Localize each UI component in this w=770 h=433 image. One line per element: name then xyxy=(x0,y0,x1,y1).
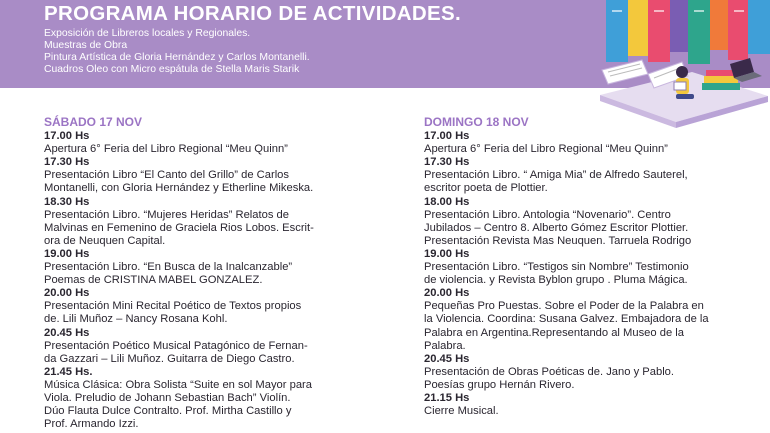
event-text: Apertura 6° Feria del Libro Regional “Meu Quinn” xyxy=(44,143,288,156)
event-time: 21.15 Hs xyxy=(424,391,470,404)
event-text: Presentación de Obras Poéticas de. Jano y Pablo. xyxy=(424,365,675,378)
event-time: 20.00 Hs xyxy=(44,287,90,300)
event-text: Presentación Libro. Antologia “Novenario”. Centro xyxy=(424,208,671,221)
event-text: Viola. Preludio de Johann Sebastian Bach” Violín. xyxy=(44,391,291,404)
event-text: Dúo Flauta Dulce Contralto. Prof. Mirtha Castillo y xyxy=(44,405,292,418)
event-time: 19.00 Hs xyxy=(44,247,90,260)
event-text: Música Clásica: Obra Solista “Suite en sol Mayor para xyxy=(44,378,312,391)
sunday-column xyxy=(424,116,744,418)
event-block xyxy=(44,130,344,156)
event-text: Palabra. xyxy=(424,339,466,352)
event-text: Pequeñas Pro Puestas. Sobre el Poder de la Palabra en xyxy=(424,300,704,313)
books-and-reader-illustration xyxy=(592,0,770,130)
event-block xyxy=(44,248,344,287)
header-line: Muestras de Obra xyxy=(44,40,128,51)
event-text: Poemas de CRISTINA MABEL GONZALEZ. xyxy=(44,274,263,287)
event-text: Presentación Revista Mas Neuquen. Tarruela Rodrigo xyxy=(424,234,692,247)
event-block xyxy=(44,287,344,326)
header-line: Cuadros Oleo con Micro espátula de Stella Maris Starik xyxy=(44,64,300,75)
event-text: Presentación Poético Musical Patagónico de Fernan- xyxy=(44,339,308,352)
event-text: Presentación Libro. “Mujeres Heridas” Relatos de xyxy=(44,208,289,221)
event-block xyxy=(424,196,744,248)
event-text: la Violencia. Coordina: Susana Galvez. Embajadora de la xyxy=(424,313,709,326)
event-block xyxy=(44,196,344,248)
event-text: de. Lili Muñoz – Nancy Rosana Kohl. xyxy=(44,313,228,326)
event-block xyxy=(44,366,344,431)
event-time: 20.00 Hs xyxy=(424,287,470,300)
event-time: 21.45 Hs. xyxy=(44,365,93,378)
event-text: Cierre Musical. xyxy=(424,405,499,418)
saturday-column xyxy=(44,116,344,431)
event-block xyxy=(424,353,744,392)
event-time: 17.30 Hs xyxy=(44,156,90,169)
event-text: Presentación Libro “El Canto del Grillo” de Carlos xyxy=(44,169,289,182)
day-heading: DOMINGO 18 NOV xyxy=(424,115,529,129)
event-block xyxy=(424,130,744,156)
header-line: Pintura Artística de Gloria Hernández y Carlos Montanelli. xyxy=(44,52,310,63)
event-block xyxy=(424,392,744,418)
event-time: 20.45 Hs xyxy=(424,352,470,365)
event-text: Presentación Mini Recital Poético de Textos propios xyxy=(44,300,302,313)
event-time: 18.30 Hs xyxy=(44,195,90,208)
event-block xyxy=(424,287,744,352)
event-time: 17.00 Hs xyxy=(44,130,90,143)
event-text: Montanelli, con Gloria Hernández y Etherline Mikeska. xyxy=(44,182,314,195)
page-title: PROGRAMA HORARIO DE ACTIVIDADES. xyxy=(44,2,461,25)
event-text: Presentación Libro. “En Busca de la Inalcanzable” xyxy=(44,261,293,274)
event-block xyxy=(44,327,344,366)
event-time: 17.00 Hs xyxy=(424,130,470,143)
event-text: Presentación Libro. “ Amiga Mia” de Alfredo Sauterel, xyxy=(424,169,688,182)
event-time: 20.45 Hs xyxy=(44,326,90,339)
event-text: Malvinas en Femenino de Graciela Rios Lobos. Escrit- xyxy=(44,221,314,234)
event-text: Palabra en Argentina.Representando al Museo de la xyxy=(424,326,684,339)
event-time: 17.30 Hs xyxy=(424,156,470,169)
event-text: escritor poeta de Plottier. xyxy=(424,182,548,195)
event-text: Apertura 6° Feria del Libro Regional “Meu Quinn” xyxy=(424,143,668,156)
event-time: 19.00 Hs xyxy=(424,247,470,260)
header-subtitle-lines xyxy=(44,28,310,76)
event-text: Prof. Armando Izzi. xyxy=(44,418,139,431)
event-block xyxy=(424,248,744,287)
event-block xyxy=(44,156,344,195)
event-text: de violencia. y Revista Byblon grupo . Pluma Mágica. xyxy=(424,274,688,287)
event-text: Jubilados – Centro 8. Alberto Gómez Escritor Plottier. xyxy=(424,221,689,234)
day-heading: SÁBADO 17 NOV xyxy=(44,115,143,129)
header-line: Exposición de Libreros locales y Regionales. xyxy=(44,28,251,39)
event-text: Presentación Libro. “Testigos sin Nombre” Testimonio xyxy=(424,261,689,274)
event-text: da Gazzari – Lili Muñoz. Guitarra de Diego Castro. xyxy=(44,352,295,365)
event-text: Poesías grupo Hernán Rivero. xyxy=(424,378,575,391)
event-text: ora de Neuquen Capital. xyxy=(44,234,166,247)
event-time: 18.00 Hs xyxy=(424,195,470,208)
event-block xyxy=(424,156,744,195)
